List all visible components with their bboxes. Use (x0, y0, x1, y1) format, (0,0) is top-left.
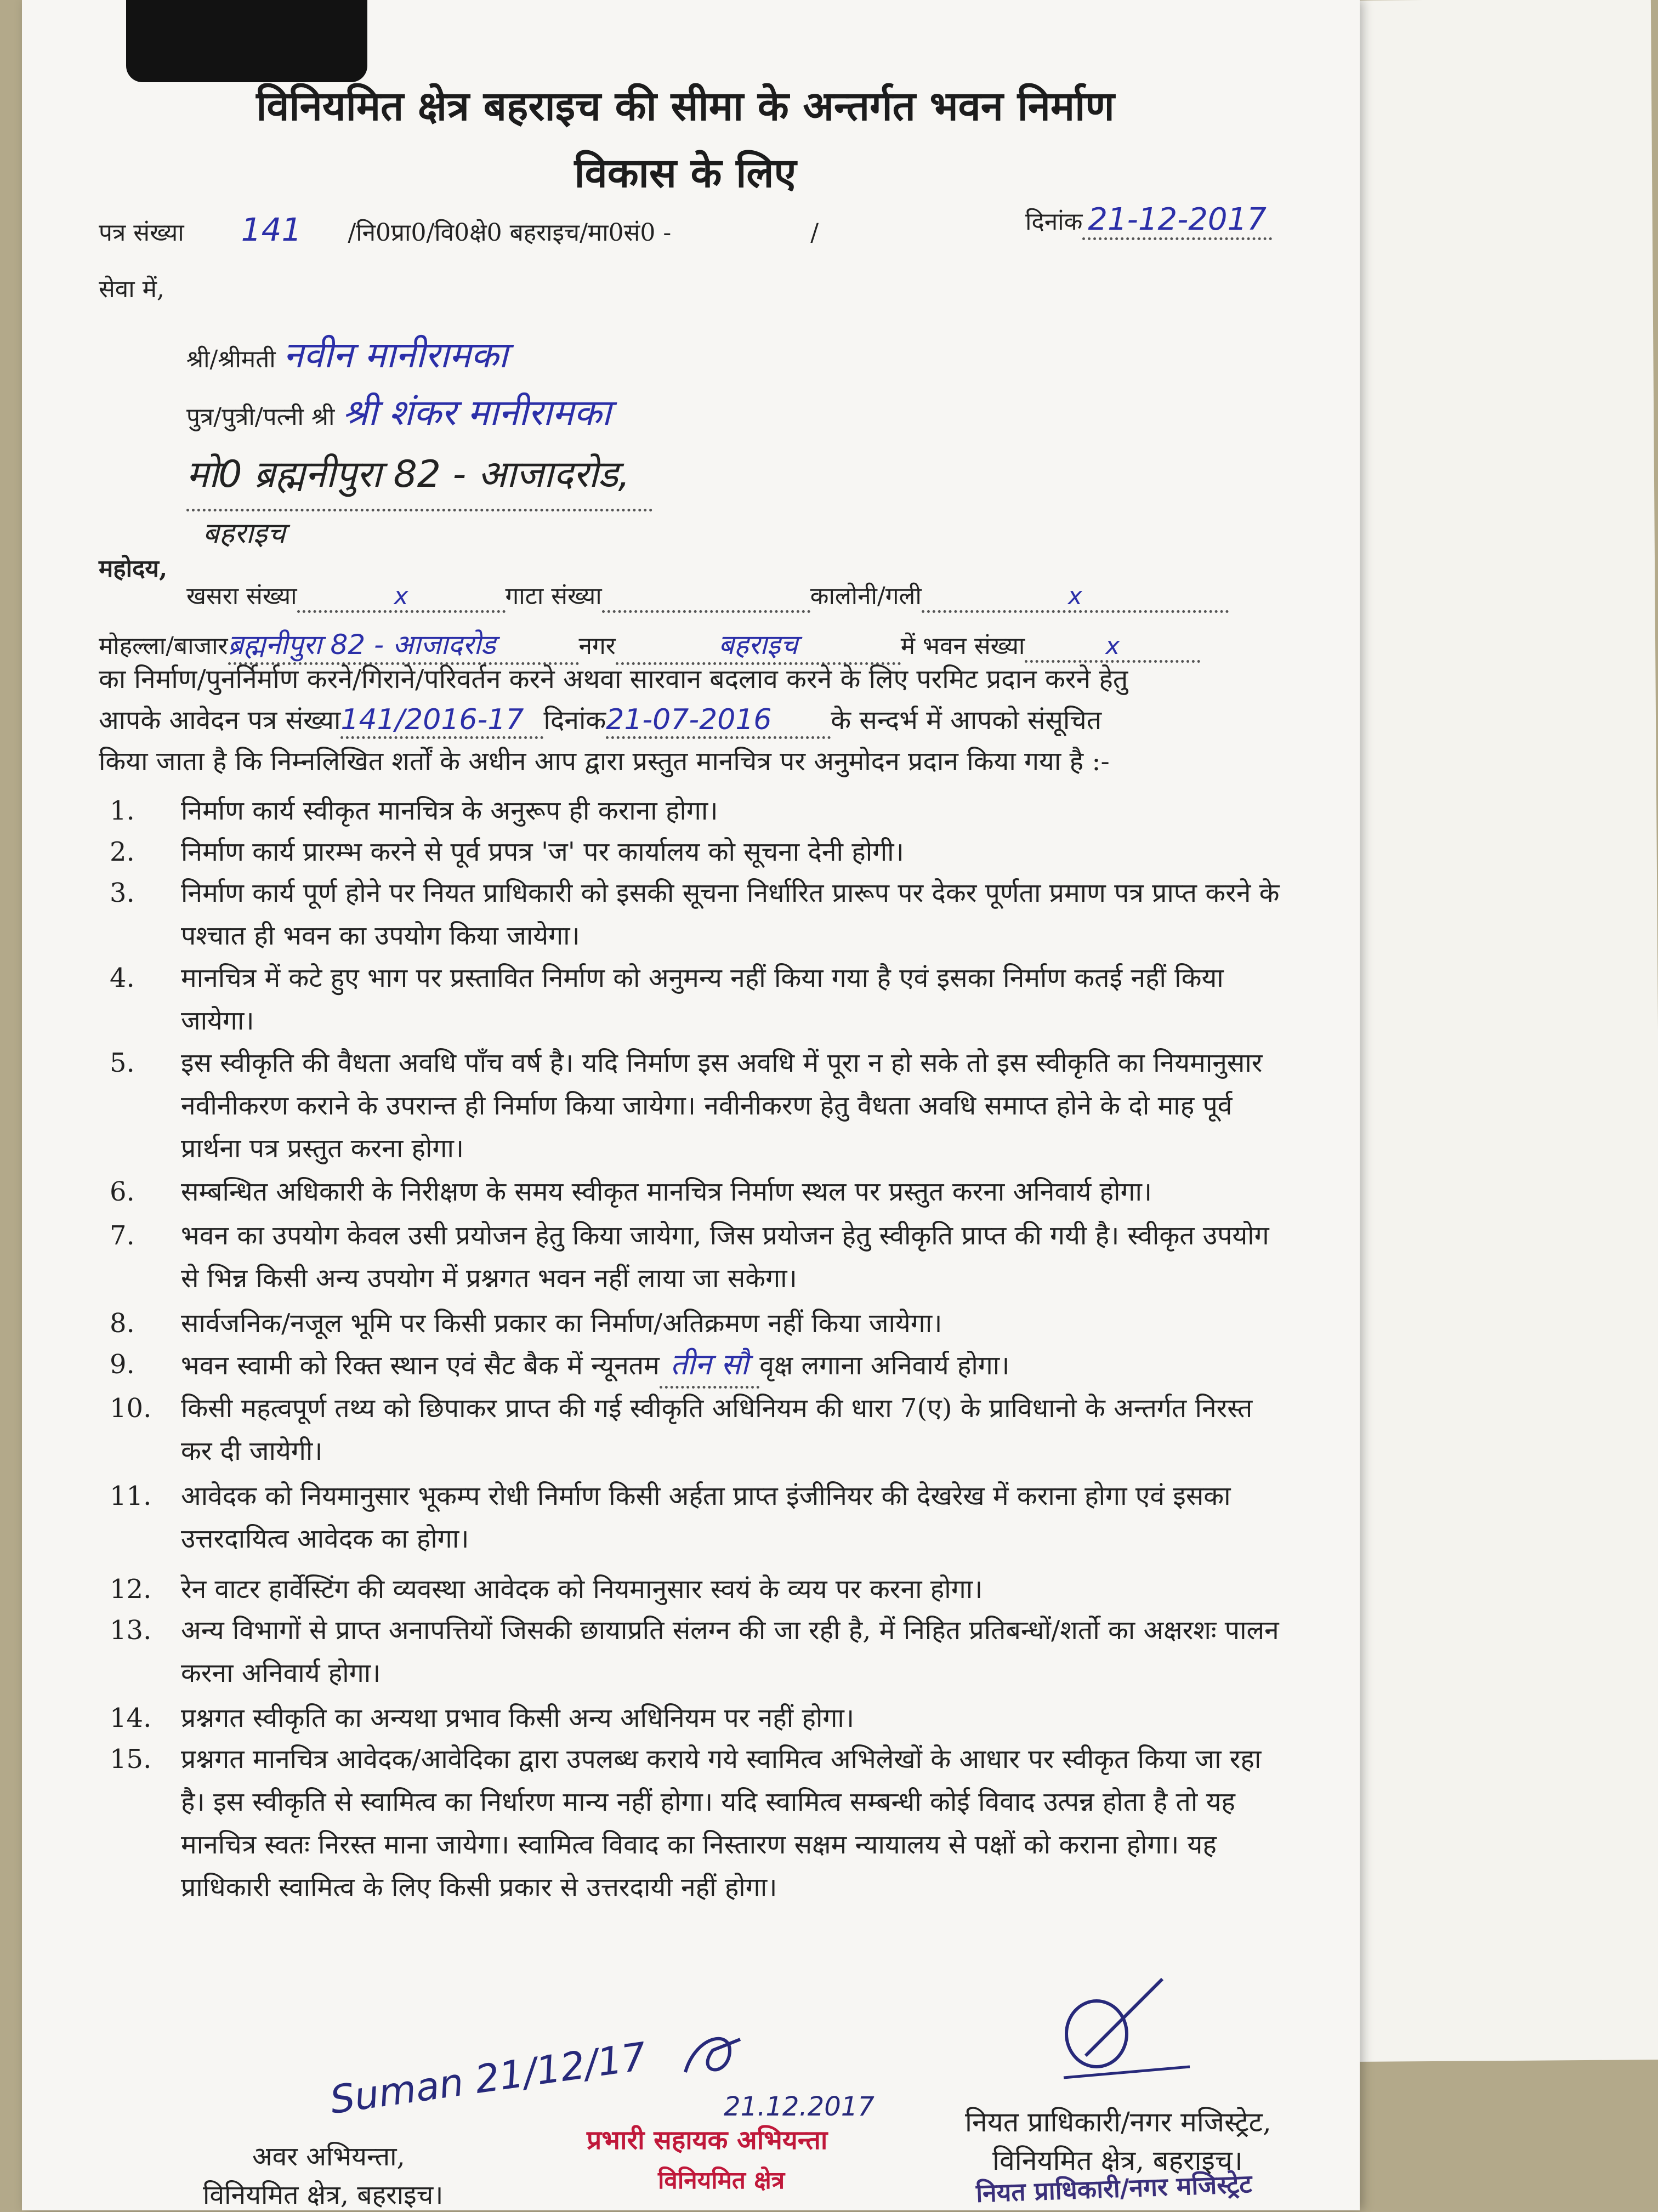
condition-text: सार्वजनिक/नजूल भूमि पर किसी प्रकार का निर्माण/अतिक्रमण नहीं किया जायेगा। (181, 1308, 942, 1339)
condition-text (181, 1343, 1283, 1389)
condition-item (110, 957, 1283, 1042)
condition-text: निर्माण कार्य पूर्ण होने पर नियत प्राधिकारी को इसकी सूचना निर्धारित प्रारूप पर देकर पूर्णता प्रमाण पत्र प्राप्त करने के पश्चात ही भवन का उपयोग किया जायेगा। (181, 878, 1280, 951)
name-line (186, 329, 508, 378)
letter-no-value: 141 (241, 211, 302, 248)
paragraph-suffix: के सन्दर्भ में आपको संसूचित (831, 705, 1102, 736)
magistrate-title: नियत प्राधिकारी/नगर मजिस्ट्रेट, (965, 2106, 1271, 2138)
application-no-label: आपके आवेदन पत्र संख्या (99, 705, 341, 736)
application-no-value: 141/2016-17 (340, 703, 543, 739)
condition-number: 6. (110, 1176, 135, 1207)
condition-text: निर्माण कार्य स्वीकृत मानचित्र के अनुरूप ही कराना होगा। (181, 795, 718, 826)
magistrate-signature (1053, 1974, 1195, 2083)
salutation: महोदय, (99, 555, 168, 583)
gata-label: गाटा संख्या (505, 582, 602, 610)
mohalla-line (99, 625, 1200, 665)
office-reference: /नि0प्रा0/वि0क्षे0 बहराइच/मा0सं0 - (348, 219, 672, 247)
condition-text: इस स्वीकृति की वैधता अवधि पाँच वर्ष है। यदि निर्माण इस अवधि में पूरा न हो सके तो इस स्वीकृति का नियमानुसार नवीनीकरण कराने के उपरान्त ही निर्माण किया जायेगा। नवीनीकरण हेतु वैधता अवधि समाप्त होने के दो माह पूर्व प्रार्थना पत्र प्रस्तुत करना होगा। (181, 1048, 1263, 1164)
assistant-engineer-stamp-office: विनियमित क्षेत्र (658, 2166, 785, 2194)
relation-value: श्री शंकर मानीरामका (342, 391, 611, 434)
assistant-engineer-signature (674, 2023, 751, 2089)
condition-text-part: वृक्ष लगाना अनिवार्य होगा। (759, 1350, 1010, 1381)
condition-item (110, 872, 1283, 957)
name-value: नवीन मानीरामका (283, 334, 508, 376)
condition-item (110, 1609, 1283, 1694)
condition-number: 10. (110, 1393, 152, 1424)
condition-item (110, 1387, 1283, 1472)
magistrate-stamp: नियत प्राधिकारी/नगर मजिस्ट्रेट (975, 2169, 1253, 2208)
condition-text: रेन वाटर हार्वेस्टिंग की व्यवस्था आवेदक को नियमानुसार स्वयं के व्यय पर करना होगा। (181, 1574, 983, 1605)
junior-engineer-office: विनियमित क्षेत्र, बहराइच। (203, 2180, 444, 2210)
building-label: में भवन संख्या (900, 632, 1025, 660)
ref-slash: / (810, 219, 819, 247)
date-label: दिनांक (1025, 208, 1083, 236)
address-dotted-line (186, 509, 652, 511)
condition-number: 1. (110, 795, 135, 826)
binder-clip (126, 0, 367, 82)
condition-item (110, 1302, 1283, 1345)
condition-text: आवेदक को नियमानुसार भूकम्प रोधी निर्माण किसी अर्हता प्राप्त इंजीनियर की देखरेख में कराना होगा एवं इसका उत्तरदायित्व आवेदक का होगा। (181, 1481, 1231, 1554)
junior-engineer-title: अवर अभियन्ता, (252, 2141, 405, 2172)
condition-number: 8. (110, 1308, 135, 1339)
khasra-label: खसरा संख्या (186, 582, 297, 610)
colony-label: कालोनी/गली (810, 582, 922, 610)
address-line-1: मो0 ब्रह्मनीपुरा 82 - आजादरोड, (186, 453, 630, 496)
document-page (22, 0, 1360, 2210)
nagar-value: बहराइच (616, 625, 901, 665)
condition-item (110, 789, 1283, 832)
condition-text: अन्य विभागों से प्राप्त अनापत्तियों जिसकी छायाप्रति संलग्न की जा रही है, में निहित प्रतिबन्धों/शर्तो का अक्षरशः पालन करना अनिवार्य होगा। (181, 1615, 1279, 1688)
condition-number: 12. (110, 1574, 152, 1605)
condition-text: प्रश्नगत मानचित्र आवेदक/आवेदिका द्वारा उपलब्ध कराये गये स्वामित्व अभिलेखों के आधार पर स्वीकृत किया जा रहा है। इस स्वीकृति से स्वामित्व का निर्धारण मान्य नहीं होगा। यदि स्वामित्व सम्बन्धी कोई विवाद उत्पन्न होता है तो यह मानचित्र स्वतः निरस्त माना जायेगा। स्वामित्व विवाद का निस्तारण सक्षम न्यायालय से पक्षों को कराना होगा। यह प्राधिकारी स्वामित्व के लिए किसी प्रकार से उत्तरदायी नहीं होगा। (181, 1744, 1262, 1903)
condition-number: 7. (110, 1220, 135, 1251)
condition-number: 15. (110, 1744, 152, 1775)
paragraph-line-1: का निर्माण/पुनर्निर्माण करने/गिराने/परिवर्तन करने अथवा सारवान बदलाव करने के लिए परमिट प्रदान करने हेतु (99, 664, 1128, 695)
condition-number: 11. (110, 1481, 152, 1511)
building-value: x (1025, 632, 1200, 663)
application-date-label: दिनांक (543, 705, 606, 736)
letter-no-label: पत्र संख्या (99, 219, 184, 247)
nagar-label: नगर (578, 632, 616, 660)
junior-engineer-signature: Suman 21/12/17 (327, 2033, 649, 2123)
mohalla-value: ब्रह्मनीपुरा 82 - आजादरोड (228, 625, 579, 665)
condition-item (110, 1475, 1283, 1560)
title-line-1: विनियमित क्षेत्र बहराइच की सीमा के अन्तर्गत भवन निर्माण (256, 83, 1115, 130)
condition-number: 2. (110, 837, 135, 867)
gata-value-blank (602, 582, 810, 613)
date-value: 21-12-2017 (1082, 202, 1271, 240)
colony-value: x (922, 582, 1229, 613)
condition-text: निर्माण कार्य प्रारम्भ करने से पूर्व प्रपत्र 'ज' पर कार्यालय को सूचना देनी होगी। (181, 837, 904, 867)
to-label: सेवा में, (99, 275, 164, 303)
condition-item (110, 1170, 1283, 1213)
condition-number: 5. (110, 1048, 135, 1078)
assistant-engineer-stamp: प्रभारी सहायक अभियन्ता (587, 2125, 828, 2156)
relation-label: पुत्र/पुत्री/पत्नी श्री (186, 403, 335, 431)
letter-number-line (99, 211, 819, 248)
paragraph-line-2 (99, 702, 1101, 739)
khasra-line (186, 578, 1229, 613)
relation-line (186, 386, 611, 436)
condition-item (110, 1697, 1283, 1739)
condition-text: किसी महत्वपूर्ण तथ्य को छिपाकर प्राप्त की गई स्वीकृति अधिनियम की धारा 7(ए) के प्राविधानो के अन्तर्गत निरस्त कर दी जायेगी। (181, 1393, 1253, 1466)
condition-item (110, 1214, 1283, 1300)
condition-item (110, 1343, 1283, 1389)
condition-text: प्रश्नगत स्वीकृति का अन्यथा प्रभाव किसी अन्य अधिनियम पर नहीं होगा। (181, 1703, 855, 1733)
paragraph-line-3: किया जाता है कि निम्नलिखित शर्तों के अधीन आप द्वारा प्रस्तुत मानचित्र पर अनुमोदन प्रदान किया गया है :- (99, 746, 1110, 777)
condition-text-part: भवन स्वामी को रिक्त स्थान एवं सैट बैक में न्यूनतम (181, 1350, 660, 1381)
condition-number: 4. (110, 963, 135, 993)
magistrate-office: विनियमित क्षेत्र, बहराइच। (992, 2145, 1243, 2176)
mohalla-label: मोहल्ला/बाजार (99, 632, 228, 660)
application-date-value: 21-07-2016 (606, 703, 831, 739)
tree-count-fill: तीन सौ (660, 1343, 759, 1389)
condition-number: 13. (110, 1615, 152, 1646)
condition-item (110, 1042, 1283, 1170)
name-label: श्री/श्रीमती (186, 345, 276, 373)
date-line (1025, 202, 1272, 240)
condition-number: 3. (110, 878, 135, 908)
condition-item (110, 831, 1283, 873)
title-line-2: विकास के लिए (574, 150, 797, 197)
condition-text: मानचित्र में कटे हुए भाग पर प्रस्तावित निर्माण को अनुमन्य नहीं किया गया है एवं इसका निर्माण कतई नहीं किया जायेगा। (181, 963, 1224, 1036)
address-line-2: बहराइच (203, 517, 286, 550)
condition-number: 14. (110, 1703, 152, 1733)
condition-text: भवन का उपयोग केवल उसी प्रयोजन हेतु किया जायेगा, जिस प्रयोजन हेतु स्वीकृति प्राप्त की गयी है। स्वीकृत उपयोग से भिन्न किसी अन्य उपयोग में प्रश्नगत भवन नहीं लाया जा सकेगा। (181, 1220, 1269, 1294)
condition-item (110, 1738, 1283, 1909)
condition-number: 9. (110, 1349, 135, 1380)
khasra-value: x (297, 582, 506, 613)
assistant-engineer-date: 21.12.2017 (724, 2091, 875, 2122)
condition-text: सम्बन्धित अधिकारी के निरीक्षण के समय स्वीकृत मानचित्र निर्माण स्थल पर प्रस्तुत करना अनिवार्य होगा। (181, 1176, 1152, 1207)
condition-item (110, 1568, 1283, 1611)
